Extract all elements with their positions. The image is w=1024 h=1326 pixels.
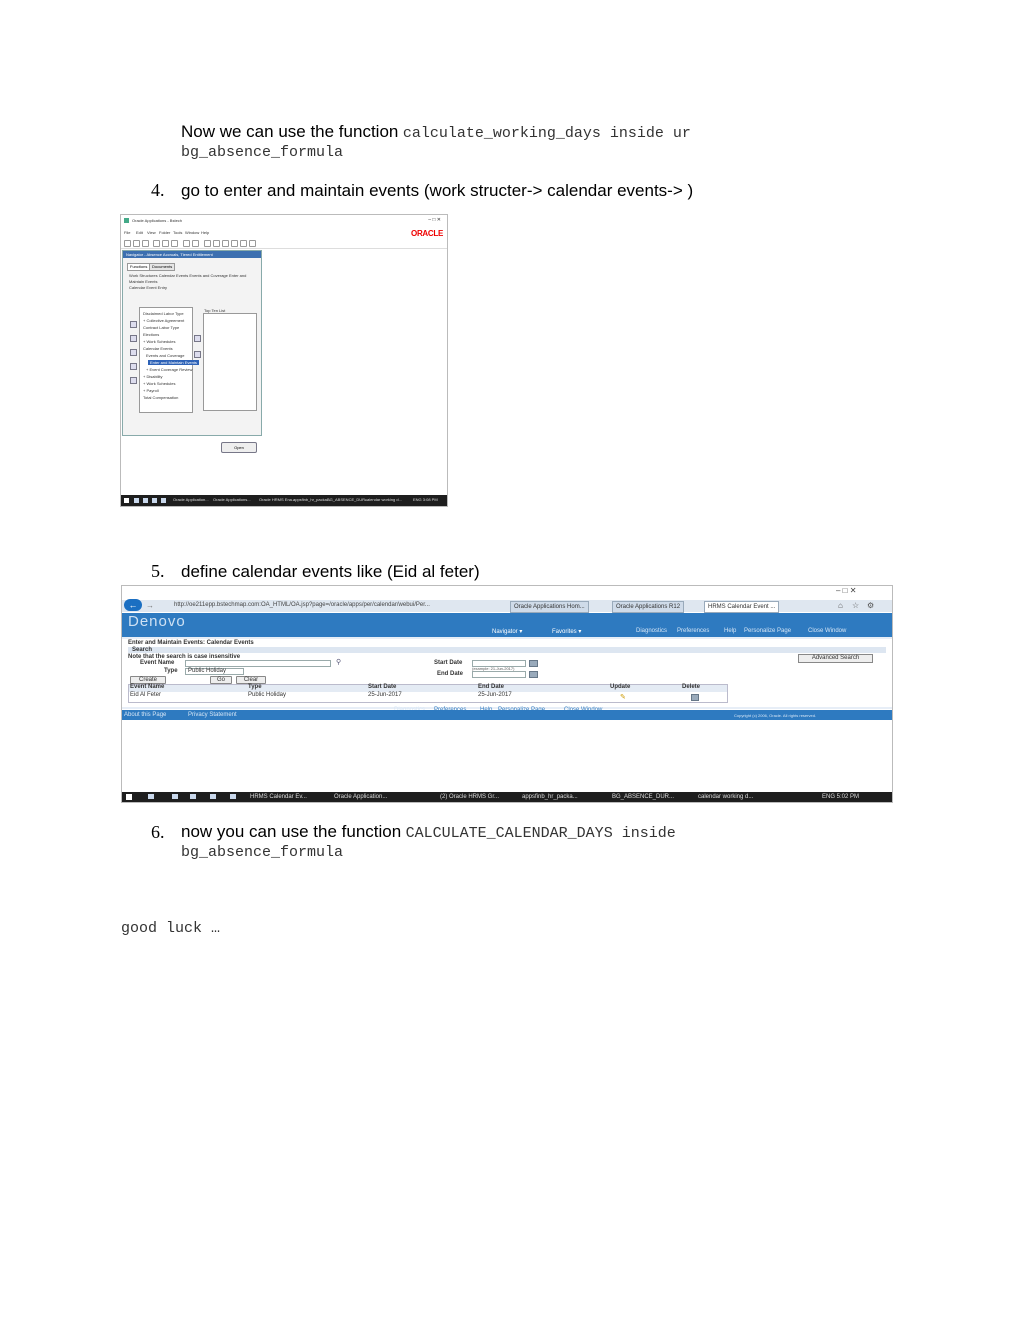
step6-formula-code: bg_absence_formula [181,844,344,861]
taskbar-item[interactable]: Oracle HRMS Ena... [259,497,296,502]
toolbar-icon[interactable] [171,240,178,247]
tab-functions[interactable]: Functions [127,263,150,271]
window-controls[interactable]: – □ ✕ [428,217,441,223]
taskbar-clock: ENG 5:02 PM [822,794,860,800]
move-button[interactable] [130,377,137,384]
top-ten-list-label: Top Ten List [204,308,226,313]
windows-taskbar [122,792,892,802]
add-to-top-list-button[interactable] [194,335,201,342]
step5-number: 5. [151,561,165,581]
collapse-button[interactable] [130,335,137,342]
remove-from-top-list-button[interactable] [194,351,201,358]
go-button[interactable]: Go [210,676,232,684]
personalize-page-link[interactable]: Personalize Page [744,628,792,634]
step3-function-code: calculate_working_days inside ur [402,125,691,142]
events-table [128,684,728,703]
privacy-statement-link[interactable]: Privacy Statement [188,712,237,718]
tree-item[interactable]: + Work Schedules [143,381,176,386]
clear-button[interactable]: Clear [236,676,266,684]
tree-item[interactable]: Elections [143,332,160,337]
forward-arrow-icon[interactable]: → [146,601,154,610]
taskbar-item[interactable]: Oracle Application... [173,497,209,502]
search-section-title: Search [132,647,153,653]
search-icon[interactable]: ⚲ [336,659,342,666]
type-label: Type [164,668,178,674]
function-tree[interactable] [139,307,197,413]
navigator-window [122,250,260,507]
menu-window[interactable]: Window [185,230,200,235]
preferences-link[interactable]: Preferences [677,628,710,634]
navigator-titlebar [123,251,261,258]
cell-start-date: 25-Jun-2017 [368,692,402,698]
taskbar-item[interactable]: HRMS Calendar Ev... [250,794,307,800]
col-start-date: Start Date [368,684,397,690]
taskbar-icon[interactable] [161,498,166,503]
step6-function-code: CALCULATE_CALENDAR_DAYS inside [405,825,676,842]
calendar-icon[interactable] [529,660,538,667]
browser-tab[interactable]: Oracle Applications R12 [612,601,684,613]
taskbar-icon[interactable] [172,794,178,799]
taskbar-clock: ENG 3:08 PM [413,497,438,502]
toolbar [121,238,447,249]
taskbar-item[interactable]: BG_ABSENCE_DUR... [327,497,369,502]
toolbar-icon[interactable] [204,240,211,247]
tab-documents[interactable]: Documents [149,263,175,271]
navigator-path [129,273,259,291]
cell-type: Public Holiday [248,692,287,698]
advanced-search-button[interactable]: Advanced Search [798,654,873,663]
step3-prefix: Now we can use the function [181,122,399,141]
app-icon [124,218,129,223]
copyright-text: Copyright (c) 2006, Oracle. All rights reserved. [734,713,817,718]
toolbar-icon[interactable] [133,240,140,247]
tree-item[interactable]: Calendar Events [143,346,173,351]
home-icon[interactable]: ⌂ [838,601,843,610]
menu-tools[interactable]: Tools [173,230,183,235]
step4-number: 4. [151,180,165,200]
start-icon[interactable] [126,794,132,800]
taskbar-item[interactable]: BG_ABSENCE_DUR... [612,794,675,800]
start-icon[interactable] [124,498,129,503]
header-subbar [122,637,892,639]
menu-bar [121,228,447,237]
cell-end-date: 25-Jun-2017 [478,692,512,698]
oracle-navigator-screenshot [120,214,448,507]
window-controls[interactable]: – □ ✕ [836,586,857,595]
event-name-label: Event Name [140,660,175,666]
favorites-star-icon[interactable]: ☆ [852,601,860,610]
event-name-input[interactable] [185,660,331,667]
calendar-events-screenshot [121,585,893,803]
menu-file[interactable]: File [124,230,131,235]
toolbar-icon[interactable] [124,240,131,247]
taskbar-icon[interactable] [148,794,154,799]
navigator-path-line-2: Calendar Event Entry [129,285,168,290]
step6-number: 6. [151,822,165,842]
cell-event-name: Eid Al Feter [130,692,162,698]
tree-item[interactable]: + Event Coverage Review [146,367,193,372]
footer-bar [122,710,892,720]
close-window-link[interactable]: Close Window [808,628,847,634]
taskbar-item[interactable]: appsfinb_hr_packa... [293,497,331,502]
tree-item[interactable]: Total Compensation [143,395,179,400]
navigator-path-line: Work Structures Calendar Events Events and Coverage Enter and Maintain Events [129,273,247,284]
tree-item[interactable]: Contract Labor Type [143,325,180,330]
step3-paragraph [181,122,781,164]
help-link[interactable]: Help [724,628,737,634]
end-date-label: End Date [437,671,464,677]
toolbar-icon[interactable] [162,240,169,247]
col-event-name: Event Name [130,684,165,690]
step6-prefix: now you can use the function [181,822,402,841]
col-update: Update [610,684,631,690]
browser-tab[interactable]: Oracle Applications Hom... [510,601,589,613]
taskbar-item[interactable]: (2) Oracle HRMS Gr... [440,794,500,800]
taskbar-item[interactable]: appsfinb_hr_packa... [522,794,578,800]
browser-tab-active[interactable]: HRMS Calendar Event ... [704,601,779,613]
navigator-title: Navigator - Absence Accruals, Tiered Entitlement [126,252,213,257]
taskbar-icon[interactable] [134,498,139,503]
col-end-date: End Date [478,684,505,690]
taskbar-icon[interactable] [190,794,196,799]
back-arrow-icon[interactable]: ← [124,599,142,611]
page-title: Enter and Maintain Events: Calendar Events [128,640,254,646]
tree-item[interactable]: Disclaimed Labor Type [143,311,184,316]
type-select-value: Public Holiday [188,668,227,674]
favorites-link[interactable]: Favorites ▾ [552,629,582,635]
taskbar-item[interactable]: calendar working d... [365,497,402,502]
taskbar-icon[interactable] [210,794,216,799]
toolbar-icon[interactable] [249,240,256,247]
toolbar-icon[interactable] [231,240,238,247]
window-title: Oracle Applications - Bstech [132,218,183,223]
start-date-label: Start Date [434,660,463,666]
end-date-input[interactable] [472,671,526,678]
toolbar-icon[interactable] [142,240,149,247]
navigator-frame [122,250,262,450]
tree-item[interactable]: + Work Schedules [143,339,176,344]
taskbar-icon[interactable] [143,498,148,503]
about-page-link[interactable]: About this Page [124,712,167,718]
menu-view[interactable]: View [147,230,156,235]
toolbar-icon[interactable] [183,240,190,247]
taskbar-item[interactable]: Oracle Applications... [213,497,251,502]
windows-taskbar [121,495,447,506]
window-titlebar [121,215,447,227]
case-note: Note that the search is case insensitive [128,654,241,660]
closing-text: good luck … [121,920,221,937]
step5-text: define calendar events like (Eid al feter) [181,562,480,581]
delete-trash-icon[interactable] [691,694,699,701]
step3-formula-code: bg_absence_formula [181,144,344,161]
tree-item[interactable]: Events and Coverage [146,353,185,358]
menu-edit[interactable]: Edit [136,230,143,235]
taskbar-item[interactable]: Oracle Application... [334,794,388,800]
type-select[interactable] [185,668,244,675]
tree-item[interactable]: + Disability [143,374,163,379]
collapse-all-button[interactable] [130,363,137,370]
taskbar-item[interactable]: calendar working d... [698,794,754,800]
url-field[interactable]: http://oe211epp.bstechmap.com:OA_HTML/OA.jsp?page=/oracle/apps/per/calendar/webui/Per... [174,602,430,608]
tree-item[interactable]: + Collective Agreement [143,318,185,323]
toolbar-icon[interactable] [222,240,229,247]
menu-help[interactable]: Help [201,230,210,235]
step6-paragraph [181,822,781,861]
date-hint: (example: 21-Jun-2017) [472,666,515,671]
search-section-header [128,647,886,653]
taskbar-icon[interactable] [152,498,157,503]
toolbar-icon[interactable] [153,240,160,247]
col-delete: Delete [682,684,701,690]
expand-button[interactable] [130,321,137,328]
diagnostics-link[interactable]: Diagnostics [636,628,668,634]
oracle-logo: ORACLE [411,229,443,238]
top-ten-list[interactable] [203,313,257,411]
denovo-logo: Denovo [128,613,186,630]
menu-folder[interactable]: Folder [159,230,171,235]
tree-item[interactable]: + Payroll [143,388,159,393]
create-button[interactable]: Create [130,676,166,684]
toolbar-icon[interactable] [213,240,220,247]
expand-all-button[interactable] [130,349,137,356]
settings-gear-icon[interactable]: ⚙ [867,601,875,610]
update-pencil-icon[interactable]: ✎ [620,694,626,701]
col-type: Type [248,684,262,690]
open-button[interactable]: Open [221,442,257,453]
table-header-row [129,685,727,692]
taskbar-icon[interactable] [230,794,236,799]
toolbar-icon[interactable] [240,240,247,247]
navigator-link[interactable]: Navigator ▾ [492,629,523,635]
step4-text: go to enter and maintain events (work structer-> calendar events-> ) [181,181,694,200]
calendar-icon[interactable] [529,671,538,678]
tree-item-selected[interactable]: Enter and Maintain Events [150,360,197,365]
toolbar-icon[interactable] [192,240,199,247]
